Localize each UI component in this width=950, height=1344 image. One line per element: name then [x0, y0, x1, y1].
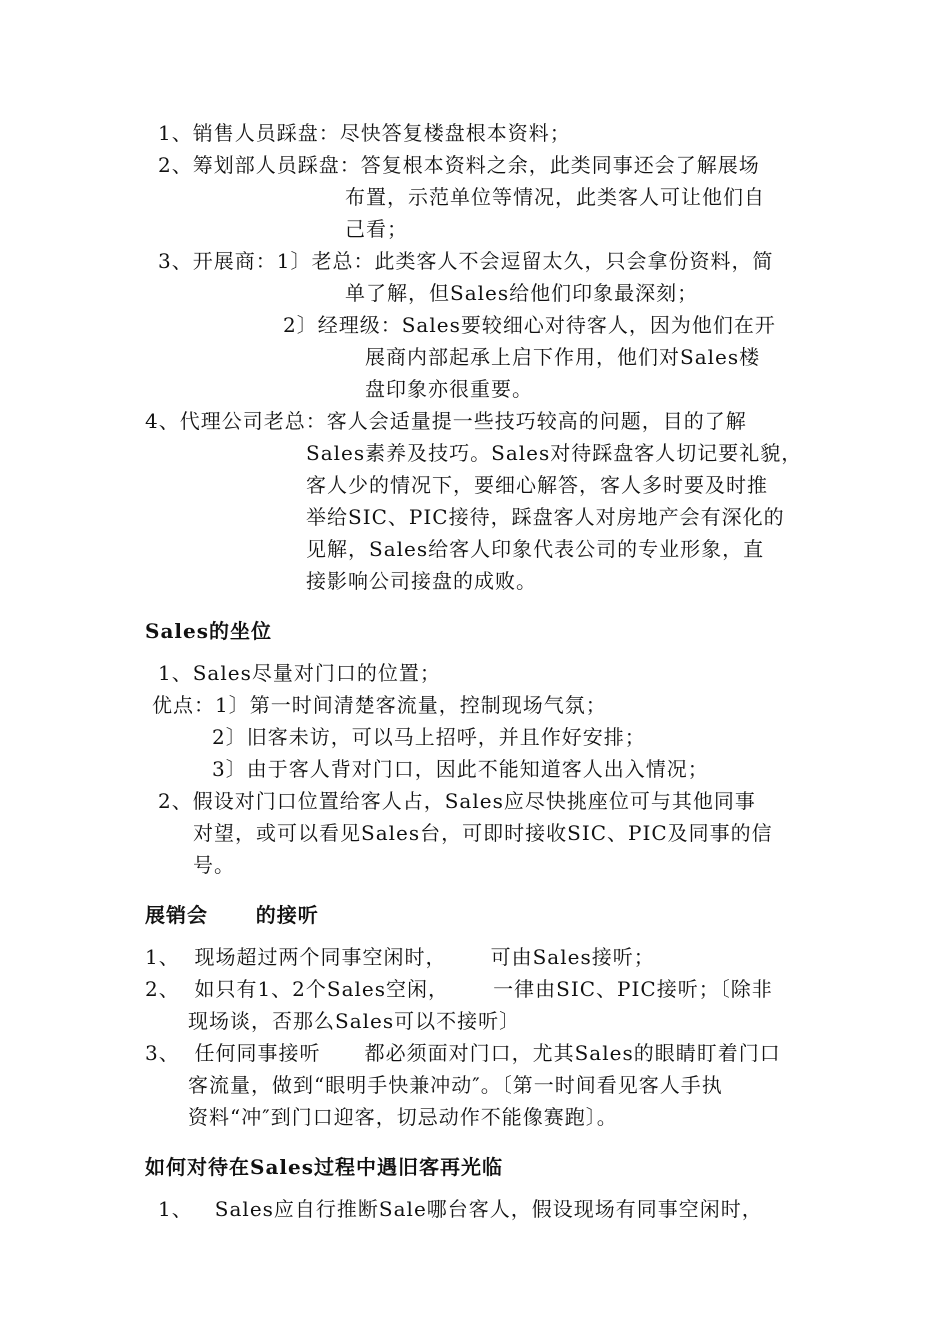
text-line: 3、 任何同事接听 都必须面对门口，尤其Sales的眼睛盯着门口 [145, 1041, 781, 1065]
text-line: 己看； [345, 217, 408, 241]
text-line: 1、 现场超过两个同事空闲时， 可由Sales接听； [145, 945, 655, 969]
text-line: 展商内部起承上启下作用，他们对Sales楼 [365, 345, 761, 369]
text-line: 2〕经理级：Sales要较细心对待客人，因为他们在开 [283, 313, 776, 337]
text-line: 优点：1〕第一时间清楚客流量，控制现场气氛； [152, 693, 607, 717]
section-heading: Sales的坐位 [145, 619, 272, 643]
text-line: 资料“冲″到门口迎客，切忌动作不能像赛跑〕。 [188, 1105, 618, 1129]
text-line: 单了解，但Sales给他们印象最深刻； [345, 281, 699, 305]
text-line: 客人少的情况下，要细心解答，客人多时要及时推 [306, 473, 768, 497]
text-line: 4、代理公司老总：客人会适量提一些技巧较高的问题，目的了解 [145, 409, 747, 433]
text-line: 盘印象亦很重要。 [365, 377, 533, 401]
text-line: 现场谈，否那么Sales可以不接听〕 [188, 1009, 521, 1033]
text-line: 号。 [193, 853, 235, 877]
text-line: 1、 Sales应自行推断Sale哪台客人，假设现场有同事空闲时， [158, 1197, 763, 1221]
text-line: 见解，Sales给客人印象代表公司的专业形象，直 [306, 537, 765, 561]
text-line: 3、开展商：1〕老总：此类客人不会逗留太久，只会拿份资料，简 [158, 249, 774, 273]
text-line: 1、Sales尽量对门口的位置； [158, 661, 441, 685]
text-line: 举给SIC、PIC接待，踩盘客人对房地产会有深化的 [306, 505, 785, 529]
text-line: 对望，或可以看见Sales台，可即时接收SIC、PIC及同事的信 [193, 821, 773, 845]
section-heading: 如何对待在Sales过程中遇旧客再光临 [145, 1155, 503, 1179]
text-line: 客流量，做到“眼明手快兼冲动″。〔第一时间看见客人手执 [188, 1073, 723, 1097]
text-line: 接影响公司接盘的成败。 [306, 569, 537, 593]
text-line: 2、 如只有1、2个Sales空闲， 一律由SIC、PIC接听；〔除非 [145, 977, 773, 1001]
text-line: 2〕旧客未访，可以马上招呼，并且作好安排； [212, 725, 646, 749]
text-line: 2、假设对门口位置给客人占，Sales应尽快挑座位可与其他同事 [158, 789, 756, 813]
text-line: 1、销售人员踩盘：尽快答复楼盘根本资料； [158, 121, 571, 145]
text-line: 3〕由于客人背对门口，因此不能知道客人出入情况； [212, 757, 709, 781]
section-heading: 展销会 的接听 [145, 903, 319, 927]
text-line: Sales素养及技巧。Sales对待踩盘客人切记要礼貌， [306, 441, 803, 465]
text-line: 2、筹划部人员踩盘：答复根本资料之余，此类同事还会了解展场 [158, 153, 760, 177]
text-line: 布置，示范单位等情况，此类客人可让他们自 [345, 185, 765, 209]
